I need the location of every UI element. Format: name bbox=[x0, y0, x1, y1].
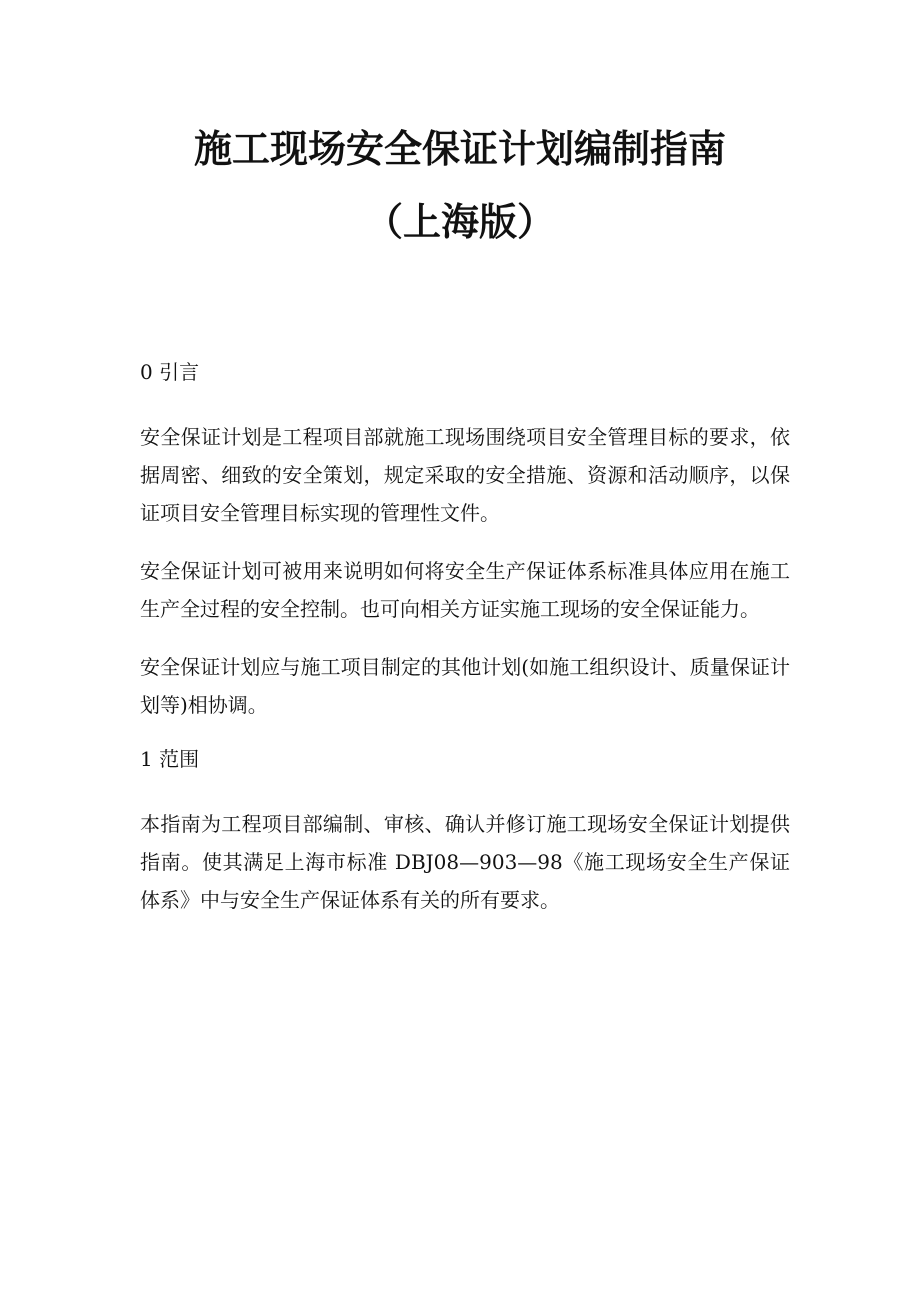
document-subtitle: （上海版） bbox=[364, 200, 555, 244]
paragraph: 本指南为工程项目部编制、审核、确认并修订施工现场安全保证计划提供指南。使其满足上海市标准 DBJ08—903—98《施工现场安全生产保证体系》中与安全生产保证体系有关的所有要求。 bbox=[140, 812, 790, 912]
paragraph: 安全保证计划是工程项目部就施工现场围绕项目安全管理目标的要求，依据周密、细致的安全策划，规定采取的安全措施、资源和活动顺序，以保证项目安全管理目标实现的管理性文件。 bbox=[140, 425, 790, 525]
document-title: 施工现场安全保证计划编制指南 bbox=[193, 127, 726, 171]
paragraph: 安全保证计划应与施工项目制定的其他计划(如施工组织设计、质量保证计划等)相协调。 bbox=[140, 655, 790, 717]
document-body bbox=[140, 357, 790, 939]
section-introduction bbox=[140, 357, 790, 724]
paragraph: 安全保证计划可被用来说明如何将安全生产保证体系标准具体应用在施工生产全过程的安全控制。也可向相关方证实施工现场的安全保证能力。 bbox=[140, 559, 790, 621]
section-heading: 0 引言 bbox=[140, 360, 200, 384]
section-scope bbox=[140, 744, 790, 919]
section-heading: 1 范围 bbox=[140, 747, 200, 771]
